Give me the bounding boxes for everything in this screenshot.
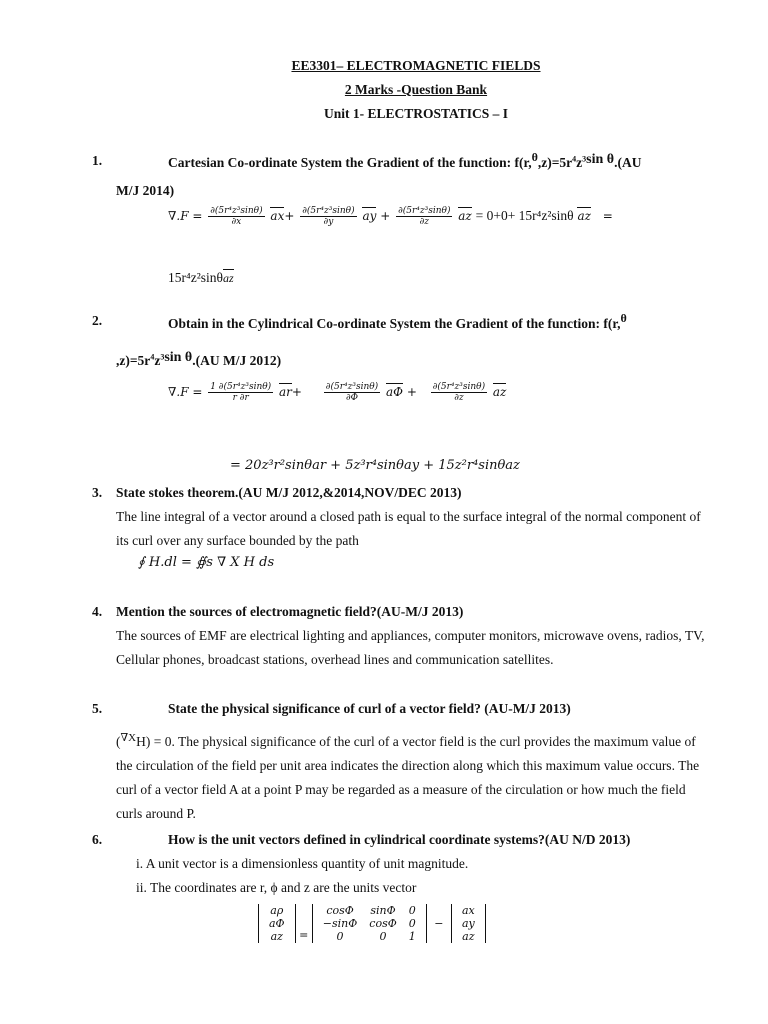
matrix-right bbox=[451, 904, 486, 943]
q4-number: 4. bbox=[92, 604, 103, 619]
q1-gradient-equation: ∇.F = $\frac{\text{∂(5r⁴z³sinθ)}}{\partial x}$ ax+ $\frac{\text{∂(5r⁴z³sinθ)}}{\partial y}$ ay + $\frac{\text{∂(5r⁴z³sinθ)}}{\partial z}$ az = 0+0+ 15r⁴z²sinθ az = bbox=[168, 206, 613, 227]
matrix-cell: ax bbox=[461, 904, 475, 917]
q3-formula: ∮ H.dl = ∯s ∇ X H ds bbox=[138, 555, 275, 570]
q3-number: 3. bbox=[92, 485, 103, 500]
q2-number: 2. bbox=[92, 313, 103, 328]
matrix-cell: 0 bbox=[408, 917, 416, 930]
matrix-left bbox=[258, 904, 296, 943]
matrix-cell: az bbox=[270, 930, 283, 943]
q1-number: 1. bbox=[92, 153, 103, 168]
matrix-cell: ay bbox=[461, 917, 475, 930]
matrix-cell: cosΦ bbox=[326, 904, 354, 917]
q4-answer: The sources of EMF are electrical lighting and appliances, computer monitors, microwave ovens, radios, TV, Cellular phones, broadcast stations, overhead lines and communication satellites. bbox=[116, 628, 705, 667]
q5-answer: ($^{\nabla X}$H) = 0. The physical significance of the curl of a vector field is the curl provides the maximum value of the circulation of the field per unit area indicates the direction along which this maximum value occurs. The curl of a vector field A at a point P may be regarded as a measure of the circulation or how much the field curls around P. bbox=[116, 732, 700, 821]
q3-title: State stokes theorem.(AU M/J 2012,&2014,NOV/DEC 2013) bbox=[116, 485, 462, 500]
q2-title-line2: $,z)=5r^4z^3\sin$ θ.(AU M/J 2012) bbox=[116, 350, 282, 368]
q1-title: Cartesian Co-ordinate System the Gradient of the function: $f(r,^\theta,z)=5r^4z^3\sin$ θ.(AU bbox=[168, 150, 642, 170]
course-title: EE3301– ELECTROMAGNETIC FIELDS bbox=[291, 58, 541, 73]
q3-answer: The line integral of a vector around a closed path is equal to the surface integral of the normal component of its curl over any surface bounded by the path bbox=[116, 509, 701, 548]
q2-gradient-equation: ∇.F = $\frac{\text{1 ∂(5r⁴z³sinθ)}}{r \partial r}$ ar+ $\frac{\text{∂(5r⁴z³sinθ)}}{\partial\Phi}$ aΦ + $\frac{\text{∂(5r⁴z³sinθ)}}{\partial z}$ az bbox=[168, 382, 507, 403]
matrix-cell: −sinΦ bbox=[322, 917, 358, 930]
matrix-cell: 0 bbox=[379, 930, 387, 943]
q6-title: How is the unit vectors defined in cylindrical coordinate systems?(AU N/D 2013) bbox=[168, 832, 631, 847]
matrix-cell: 0 bbox=[408, 904, 416, 917]
document-subtitle: 2 Marks -Question Bank bbox=[344, 82, 488, 97]
q5-title: State the physical significance of curl of a vector field? (AU-M/J 2013) bbox=[168, 701, 571, 716]
q6-unit-vector-matrix: aρ aΦ az = cosΦ sinΦ 0 −sinΦ cosΦ 0 0 0 1 − ax ay az bbox=[258, 904, 486, 943]
matrix-rotation bbox=[312, 904, 427, 943]
q2-title: Obtain in the Cylindrical Co-ordinate System the Gradient of the function: f(r,$^\theta$ bbox=[168, 311, 627, 331]
q4-title: Mention the sources of electromagnetic field?(AU-M/J 2013) bbox=[116, 604, 464, 619]
q6-number: 6. bbox=[92, 832, 103, 847]
q6-item-ii: ii. The coordinates are r, ϕ and z are the units vector bbox=[136, 880, 417, 895]
unit-title: Unit 1- ELECTROSTATICS – I bbox=[323, 106, 509, 121]
matrix-cell: az bbox=[462, 930, 475, 943]
q1-result: 15r⁴z²sinθaz bbox=[168, 270, 234, 285]
q1-title-line2: M/J 2014) bbox=[116, 183, 175, 198]
q6-item-i: i. A unit vector is a dimensionless quantity of unit magnitude. bbox=[136, 856, 469, 871]
matrix-cell: aΦ bbox=[269, 917, 285, 930]
q2-result: = 20z³r²sinθar + 5z³r⁴sinθay + 15z²r⁴sinθaz bbox=[230, 458, 520, 473]
matrix-cell: sinΦ bbox=[370, 904, 396, 917]
matrix-cell: cosΦ bbox=[369, 917, 397, 930]
q5-number: 5. bbox=[92, 701, 103, 716]
matrix-cell: 0 bbox=[336, 930, 344, 943]
matrix-cell: aρ bbox=[270, 904, 284, 917]
matrix-cell: 1 bbox=[408, 930, 416, 943]
